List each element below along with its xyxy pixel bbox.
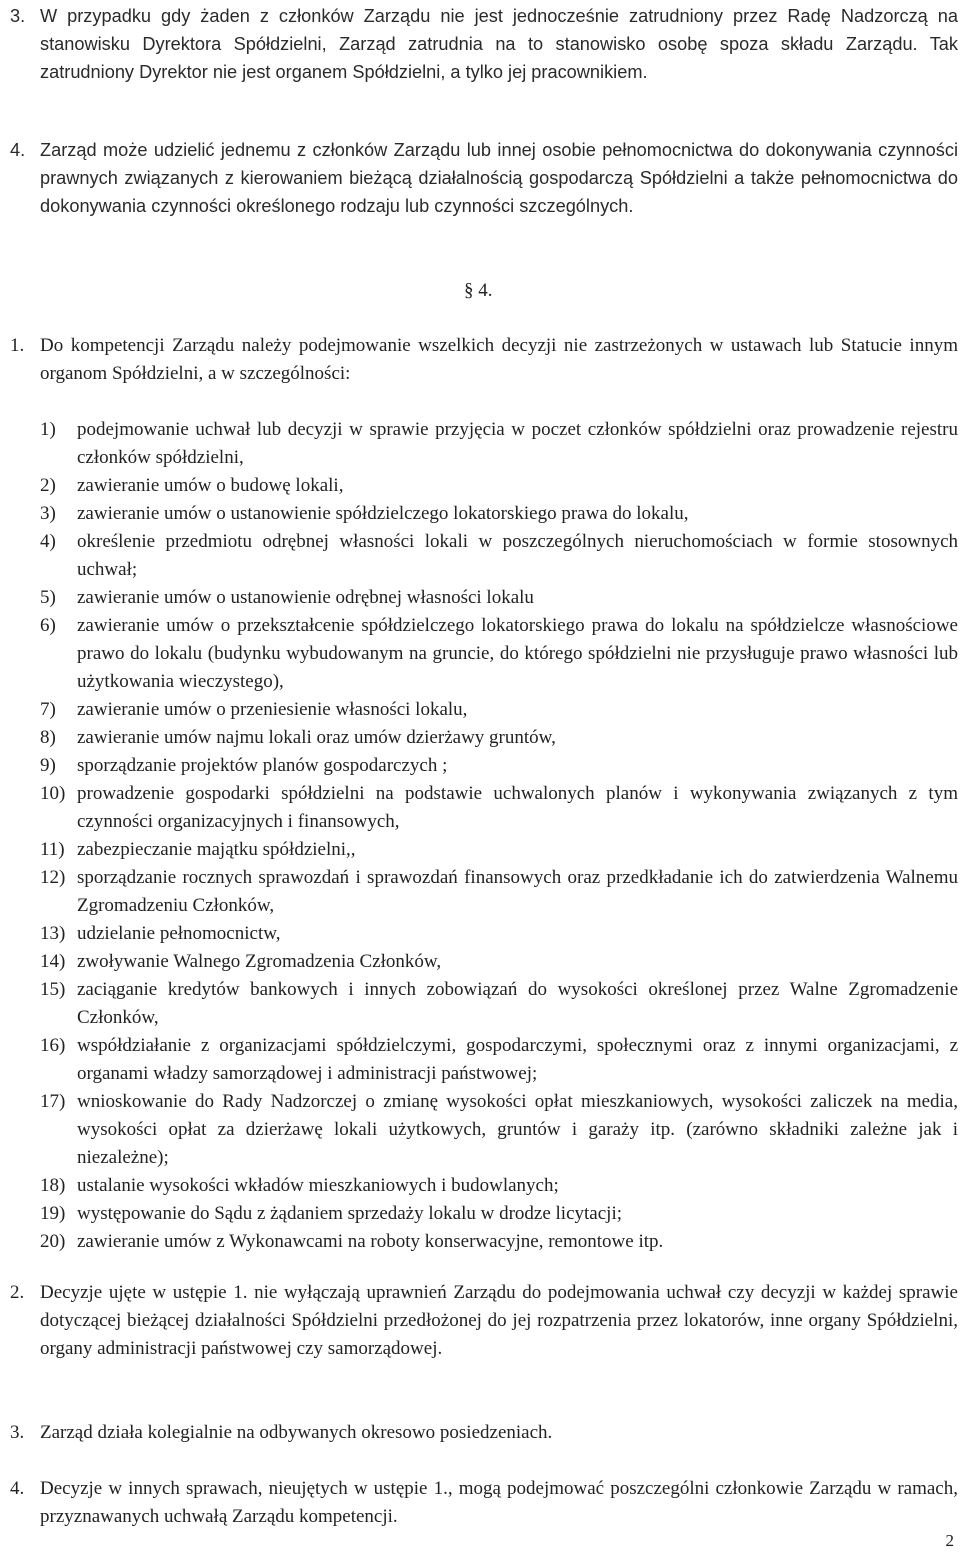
paragraph-4-bottom <box>10 1475 958 1531</box>
list-item-number: 12) <box>40 867 66 888</box>
list-item-number: 10) <box>40 783 66 804</box>
list-item-number: 16) <box>40 1035 66 1056</box>
list-item-text: sporządzanie rocznych sprawozdań i sprawozdań finansowych oraz przedkładanie ich do zatwierdzenia Walnemu Zgromadzeniu Członków, <box>77 867 958 916</box>
list-item <box>40 780 958 836</box>
paragraph-4-top <box>10 136 958 220</box>
list-item-number: 4) <box>40 531 56 552</box>
paragraph-text: Do kompetencji Zarządu należy podejmowanie wszelkich decyzji nie zastrzeżonych w ustawach lub Statucie innym organom Spółdzielni, a w szczególności: <box>40 335 958 384</box>
list-item-text: zawieranie umów o przekształcenie spółdzielczego lokatorskiego prawa do lokalu na spółdzielcze własnościowe prawo do lokalu (budynku wybudowanym na gruncie, do którego spółdzielni nie przysługuje prawo własności lub użytkowania wieczystego), <box>77 615 958 692</box>
paragraph-1-competences <box>10 332 958 388</box>
list-item-text: zawieranie umów o ustanowienie odrębnej własności lokalu <box>77 587 534 608</box>
list-item <box>40 584 958 612</box>
section-heading: § 4. <box>464 280 493 301</box>
list-item-text: określenie przedmiotu odrębnej własności lokali w poszczególnych nieruchomościach w formie stosownych uchwał; <box>77 531 958 580</box>
list-item-text: zawieranie umów o przeniesienie własności lokalu, <box>77 699 468 720</box>
paragraph-3-bottom <box>10 1419 958 1447</box>
list-item-number: 1) <box>40 419 56 440</box>
list-item <box>40 472 958 500</box>
list-item <box>40 948 958 976</box>
paragraph-3-top <box>10 2 958 86</box>
list-item-number: 14) <box>40 951 66 972</box>
list-item-number: 2) <box>40 475 56 496</box>
list-item-text: zawieranie umów o ustanowienie spółdzielczego lokatorskiego prawa do lokalu, <box>77 503 689 524</box>
list-item-number: 18) <box>40 1175 66 1196</box>
list-item-text: współdziałanie z organizacjami spółdzielczymi, gospodarczymi, społecznymi oraz z innymi organizacjami, z organami władzy samorządowej i administracji państwowej; <box>77 1035 958 1084</box>
paragraph-number: 4. <box>10 140 26 160</box>
list-item-text: prowadzenie gospodarki spółdzielni na podstawie uchwalonych planów i wykonywania związanych z tym czynności organizacyjnych i finansowych, <box>77 783 958 832</box>
paragraph-number: 2. <box>10 1282 25 1303</box>
list-item <box>40 920 958 948</box>
list-item <box>40 528 958 584</box>
paragraph-number: 3. <box>10 1422 25 1443</box>
list-item <box>40 976 958 1032</box>
list-item-text: zawieranie umów o budowę lokali, <box>77 475 344 496</box>
paragraph-text: Zarząd może udzielić jednemu z członków Zarządu lub innej osobie pełnomocnictwa do dokonywania czynności prawnych związanych z kierowaniem bieżącą działalnością gospodarczą Spółdzielni a także pełnomocnictwa do dokonywania czynności określonego rodzaju lub czynności szczególnych. <box>40 140 958 216</box>
paragraph-text: Decyzje ujęte w ustępie 1. nie wyłączają uprawnień Zarządu do podejmowania uchwał czy decyzji w każdej sprawie dotyczącej bieżącej działalności Spółdzielni przedłożonej do jej rozpatrzenia przez lokatorów, inne organy Spółdzielni, organy administracji państwowej czy samorządowej. <box>40 1282 958 1359</box>
paragraph-text: W przypadku gdy żaden z członków Zarządu nie jest jednocześnie zatrudniony przez Radę Nadzorczą na stanowisku Dyrektora Spółdzielni, Zarząd zatrudnia na to stanowisko osobę spoza składu Zarządu. Tak zatrudniony Dyrektor nie jest organem Spółdzielni, a tylko jej pracownikiem. <box>40 6 958 82</box>
list-item-number: 17) <box>40 1091 66 1112</box>
list-item-number: 5) <box>40 587 56 608</box>
list-item-text: zabezpieczanie majątku spółdzielni,, <box>77 839 356 860</box>
competences-list <box>40 416 958 1256</box>
list-item-number: 3) <box>40 503 56 524</box>
list-item-text: wnioskowanie do Rady Nadzorczej o zmianę wysokości opłat mieszkaniowych, wysokości zaliczek na media, wysokości opłat za dzierżawę lokali użytkowych, gruntów i garaży itp. (zarówno składniki zależne jak i niezależne); <box>77 1091 958 1168</box>
list-item <box>40 416 958 472</box>
list-item-text: ustalanie wysokości wkładów mieszkaniowych i budowlanych; <box>77 1175 559 1196</box>
paragraph-number: 4. <box>10 1478 25 1499</box>
list-item <box>40 1088 958 1172</box>
list-item <box>40 864 958 920</box>
list-item <box>40 1032 958 1088</box>
paragraph-text: Decyzje w innych sprawach, nieujętych w ustępie 1., mogą podejmować poszczególni członkowie Zarządu w ramach, przyznawanych uchwałą Zarządu kompetencji. <box>40 1478 958 1527</box>
paragraph-text: Zarząd działa kolegialnie na odbywanych okresowo posiedzeniach. <box>40 1422 553 1443</box>
list-item-text: zwoływanie Walnego Zgromadzenia Członków, <box>77 951 442 972</box>
page-number: 2 <box>945 1531 954 1550</box>
list-item-number: 19) <box>40 1203 66 1224</box>
list-item-number: 8) <box>40 727 56 748</box>
list-item <box>40 1172 958 1200</box>
list-item-text: występowanie do Sądu z żądaniem sprzedaży lokalu w drodze licytacji; <box>77 1203 622 1224</box>
list-item <box>40 724 958 752</box>
list-item <box>40 612 958 696</box>
list-item <box>40 500 958 528</box>
list-item-number: 6) <box>40 615 56 636</box>
list-item <box>40 1228 958 1256</box>
list-item-number: 15) <box>40 979 66 1000</box>
list-item <box>40 696 958 724</box>
list-item-number: 13) <box>40 923 66 944</box>
list-item-text: zawieranie umów z Wykonawcami na roboty konserwacyjne, remontowe itp. <box>77 1231 664 1252</box>
list-item-number: 20) <box>40 1231 66 1252</box>
list-item-number: 11) <box>40 839 65 860</box>
list-item-text: zaciąganie kredytów bankowych i innych zobowiązań do wysokości określonej przez Walne Zgromadzenie Członków, <box>77 979 958 1028</box>
paragraph-number: 3. <box>10 6 26 26</box>
list-item <box>40 1200 958 1228</box>
list-item-text: podejmowanie uchwał lub decyzji w sprawie przyjęcia w poczet członków spółdzielni oraz prowadzenie rejestru członków spółdzielni, <box>77 419 958 468</box>
list-item <box>40 752 958 780</box>
list-item-number: 9) <box>40 755 56 776</box>
paragraph-2-bottom <box>10 1279 958 1363</box>
list-item-text: sporządzanie projektów planów gospodarczych ; <box>77 755 448 776</box>
list-item-text: udzielanie pełnomocnictw, <box>77 923 281 944</box>
list-item-text: zawieranie umów najmu lokali oraz umów dzierżawy gruntów, <box>77 727 556 748</box>
list-item <box>40 836 958 864</box>
paragraph-number: 1. <box>10 335 25 356</box>
list-item-number: 7) <box>40 699 56 720</box>
